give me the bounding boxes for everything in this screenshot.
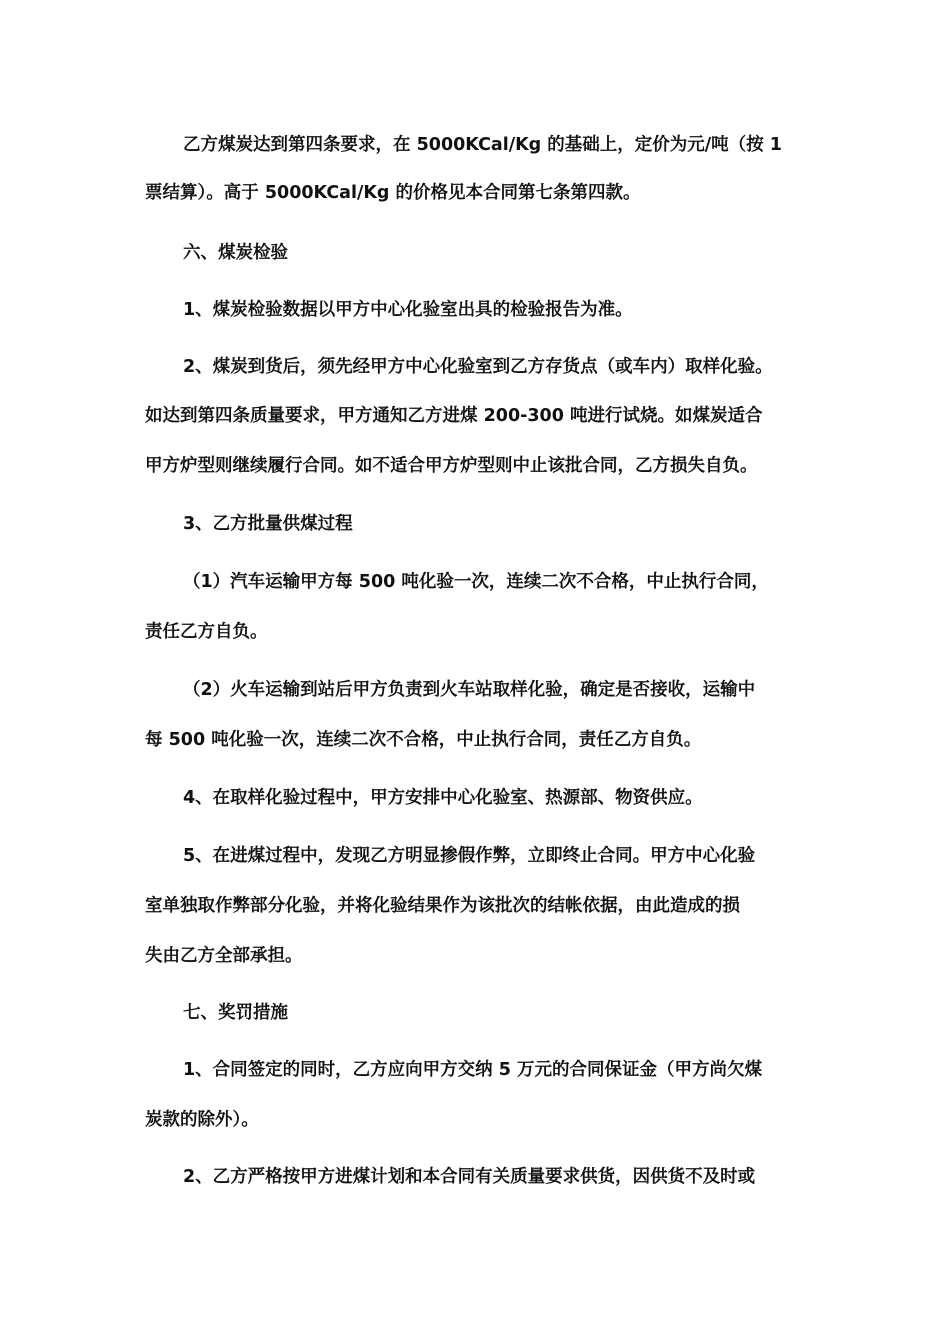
paragraph-line: 2、乙方严格按甲方进煤计划和本合同有关质量要求供货，因供货不及时或: [183, 1167, 756, 1187]
paragraph-line: 1、合同签定的同时，乙方应向甲方交纳 5 万元的合同保证金（甲方尚欠煤: [183, 1060, 763, 1080]
paragraph-line: 每 500 吨化验一次，连续二次不合格，中止执行合同，责任乙方自负。: [145, 730, 702, 750]
paragraph-line: 责任乙方自负。: [145, 622, 268, 642]
paragraph-line: 甲方炉型则继续履行合同。如不适合甲方炉型则中止该批合同，乙方损失自负。: [145, 456, 758, 476]
paragraph-line: 5、在进煤过程中，发现乙方明显掺假作弊，立即终止合同。甲方中心化验: [183, 846, 756, 866]
paragraph-line: 乙方煤炭达到第四条要求，在 5000KCal/Kg 的基础上，定价为元/吨（按 1: [183, 135, 782, 155]
paragraph-line: 4、在取样化验过程中，甲方安排中心化验室、热源部、物资供应。: [183, 788, 703, 808]
paragraph-line: 室单独取作弊部分化验，并将化验结果作为该批次的结帐依据，由此造成的损: [145, 896, 740, 916]
paragraph-line: 2、煤炭到货后，须先经甲方中心化验室到乙方存货点（或车内）取样化验。: [183, 357, 773, 377]
section-heading: 七、奖罚措施: [183, 1003, 288, 1023]
paragraph-line: （2）火车运输到站后甲方负责到火车站取样化验，确定是否接收，运输中: [183, 680, 756, 700]
paragraph-line: 炭款的除外）。: [145, 1110, 259, 1130]
paragraph-line: 3、乙方批量供煤过程: [183, 514, 353, 534]
paragraph-line: 票结算）。高于 5000KCal/Kg 的价格见本合同第七条第四款。: [145, 183, 641, 203]
paragraph-line: 如达到第四条质量要求，甲方通知乙方进煤 200-300 吨进行试烧。如煤炭适合: [145, 406, 763, 426]
paragraph-line: 失由乙方全部承担。: [145, 946, 303, 966]
paragraph-line: 1、煤炭检验数据以甲方中心化验室出具的检验报告为准。: [183, 300, 633, 320]
paragraph-line: （1）汽车运输甲方每 500 吨化验一次，连续二次不合格，中止执行合同，: [183, 572, 769, 592]
section-heading: 六、煤炭检验: [183, 243, 288, 263]
